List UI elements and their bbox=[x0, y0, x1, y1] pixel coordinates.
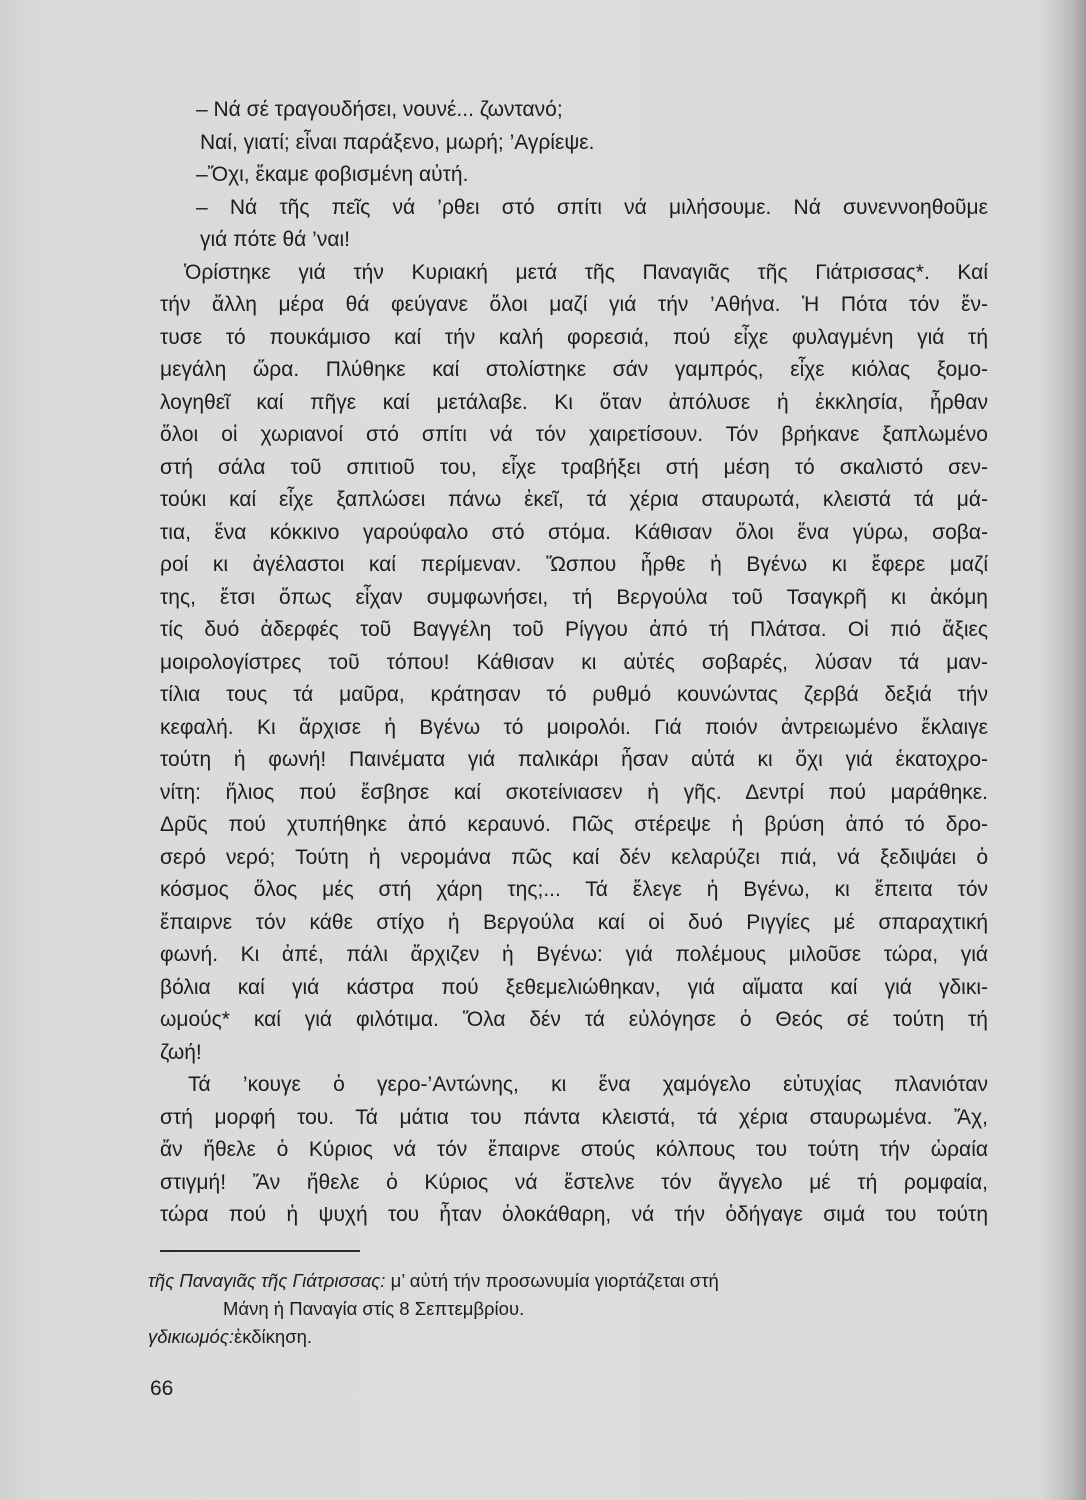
text-line: ἄν ἤθελε ὁ Κύριος νά τόν ἔπαιρνε στούς κόλπους του τούτη τήν ὡραία bbox=[160, 1138, 988, 1161]
text-line: κεφαλή. Κι ἄρχισε ἡ Βγένω τό μοιρολόι. Γιά ποιόν ἀντρειωμένο ἔκλαιγε bbox=[160, 715, 988, 739]
text-line: –Ὄχι, ἔκαμε φοβισμένη αὐτή. bbox=[196, 163, 469, 186]
text-line: στή μορφή του. Τά μάτια του πάντα κλειστά, τά χέρια σταυρωμένα. Ἄχ, bbox=[160, 1105, 988, 1129]
footnote-text: μ’ αὐτή τήν προσωνυμία γιορτάζεται στή bbox=[385, 1270, 719, 1291]
page-number: 66 bbox=[150, 1377, 174, 1400]
footnote-text: ἐκδίκηση. bbox=[233, 1326, 313, 1347]
text-line: τια, ἕνα κόκκινο γαρούφαλο στό στόμα. Κάθισαν ὅλοι ἕνα γύρω, σοβα- bbox=[160, 520, 988, 544]
text-line: τυσε τό πουκάμισο καί τήν καλή φορεσιά, πού εἶχε φυλαγμένη γιά τή bbox=[160, 325, 988, 349]
text-line: στή σάλα τοῦ σπιτιοῦ του, εἶχε τραβήξει στή μέση τό σκαλιστό σεν- bbox=[160, 455, 988, 479]
text-line: τίλια τους τά μαῦρα, κράτησαν τό ρυθμό κουνώντας ζερβά δεξιά τήν bbox=[160, 683, 988, 706]
footnote-2 bbox=[148, 1323, 988, 1351]
text-line: τίς δυό ἀδερφές τοῦ Βαγγέλη τοῦ Ρίγγου ἀπό τή Πλάτσα. Οἱ πιό ἄξιες bbox=[160, 618, 988, 641]
text-line: ωμούς* καί γιά φιλότιμα. Ὅλα δέν τά εὐλόγησε ὁ Θεός σέ τούτη τή bbox=[160, 1008, 988, 1031]
text-line: σερό νερό; Τούτη ἡ νερομάνα πῶς καί δέν κελαρύζει πιά, νά ξεδιψάει ὁ bbox=[160, 845, 988, 869]
text-line: Τά ’κουγε ὁ γερο-’Αντώνης, κι ἕνα χαμόγελο εὐτυχίας πλανιόταν bbox=[188, 1073, 988, 1096]
footnote-1 bbox=[148, 1267, 988, 1295]
text-line: της, ἔτσι ὅπως εἶχαν συμφωνήσει, τή Βεργούλα τοῦ Τσαγκρῆ κι ἀκόμη bbox=[160, 585, 988, 609]
text-line: νίτη: ἥλιος πού ἔσβησε καί σκοτείνιασεν ἡ γῆς. Δεντρί πού μαράθηκε. bbox=[160, 780, 988, 804]
text-line: τούτη ἡ φωνή! Παινέματα γιά παλικάρι ἦσαν αὐτά κι ὄχι γιά ἑκατοχρο- bbox=[160, 748, 988, 771]
text-line: ἔπαιρνε τόν κάθε στίχο ἡ Βεργούλα καί οἱ δυό Ριγγίες μέ σπαραχτική bbox=[160, 910, 988, 934]
text-line: – Νά τῆς πεῖς νά ’ρθει στό σπίτι νά μιλήσουμε. Νά συνεννοηθοῦμε bbox=[196, 195, 988, 219]
footnote-1-continuation: Μάνη ἡ Παναγία στίς 8 Σεπτεμβρίου. bbox=[223, 1298, 525, 1319]
footnotes bbox=[148, 1267, 988, 1351]
text-line: μοιρολογίστρες τοῦ τόπου! Κάθισαν κι αὐτές σοβαρές, λύσαν τά μαν- bbox=[160, 650, 988, 674]
text-line: κόσμος ὅλος μές στή χάρη της;... Τά ἔλεγε ἡ Βγένω, κι ἔπειτα τόν bbox=[160, 878, 988, 901]
text-line: Ναί, γιατί; εἶναι παράξενο, μωρή; ’Αγρίεψε. bbox=[200, 130, 595, 154]
footnote-term: τῆς Παναγιᾶς τῆς Γιάτρισσας: bbox=[148, 1270, 386, 1291]
text-line: τώρα πού ἡ ψυχή του ἦταν ὁλοκάθαρη, νά τήν ὁδήγαγε σιμά του τούτη bbox=[160, 1203, 988, 1226]
body-text bbox=[160, 94, 988, 1232]
text-line: ροί κι ἀγέλαστοι καί περίμεναν. Ὥσπου ἦρθε ἡ Βγένω κι ἔφερε μαζί bbox=[160, 553, 988, 576]
text-line: λογηθεῖ καί πῆγε καί μετάλαβε. Κι ὅταν ἀπόλυσε ἡ ἐκκλησία, ἦρθαν bbox=[160, 390, 988, 414]
text-line: Δρῦς πού χτυπήθηκε ἀπό κεραυνό. Πῶς στέρεψε ἡ βρύση ἀπό τό δρο- bbox=[160, 813, 988, 836]
text-line: στιγμή! Ἄν ἤθελε ὁ Κύριος νά ἔστελνε τόν ἄγγελο μέ τή ρομφαία, bbox=[160, 1170, 988, 1194]
text-line: γιά πότε θά ’ναι! bbox=[200, 228, 350, 251]
text-line: μεγάλη ὥρα. Πλύθηκε καί στολίστηκε σάν γαμπρός, εἶχε κιόλας ξομο- bbox=[160, 358, 988, 381]
text-line: τούκι καί εἶχε ξαπλώσει πάνω ἐκεῖ, τά χέρια σταυρωτά, κλειστά τά μά- bbox=[160, 488, 988, 511]
text-line: Ὁρίστηκε γιά τήν Κυριακή μετά τῆς Παναγιᾶς τῆς Γιάτρισσας*. Καί bbox=[184, 260, 988, 284]
footnote-divider bbox=[160, 1250, 360, 1252]
footnote-term: γδικιωμός: bbox=[148, 1326, 234, 1347]
text-line: ὅλοι οἱ χωριανοί στό σπίτι νά τόν χαιρετίσουν. Τόν βρήκανε ξαπλωμένο bbox=[160, 423, 988, 446]
text-line: τήν ἄλλη μέρα θά φεύγανε ὅλοι μαζί γιά τήν ’Αθήνα. Ἡ Πότα τόν ἔν- bbox=[160, 293, 988, 316]
text-line: ζωή! bbox=[160, 1040, 202, 1064]
text-line: φωνή. Κι ἀπέ, πάλι ἄρχιζεν ἡ Βγένω: γιά πολέμους μιλοῦσε τώρα, γιά bbox=[160, 943, 988, 966]
text-line: – Νά σέ τραγουδήσει, νουνέ... ζωντανό; bbox=[196, 98, 563, 121]
text-line: βόλια καί γιά κάστρα πού ξεθεμελιώθηκαν, γιά αἵματα καί γιά γδικι- bbox=[160, 975, 988, 999]
